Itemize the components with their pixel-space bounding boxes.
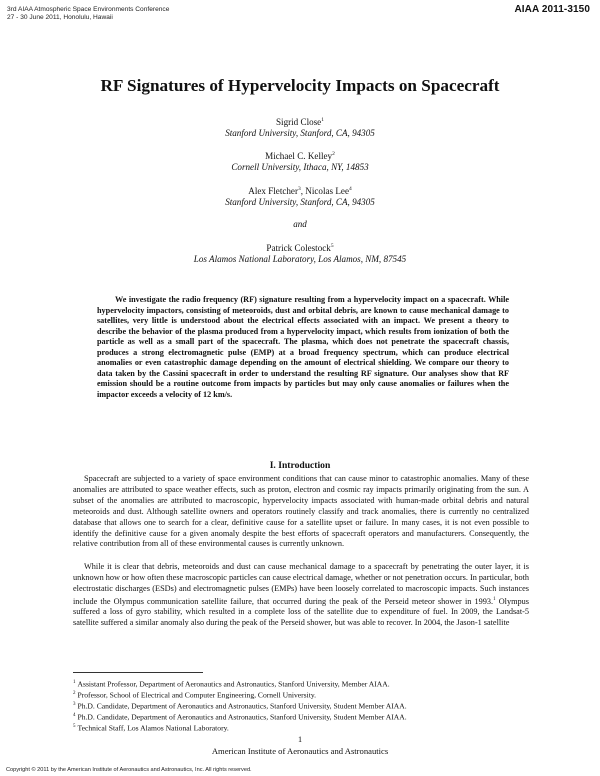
footnote-number: 1 — [73, 680, 76, 685]
author-separator: , — [300, 186, 306, 197]
conference-date-location: 27 - 30 June 2011, Honolulu, Hawaii — [7, 13, 113, 21]
author-block-1 — [0, 115, 600, 139]
author-block-4 — [0, 241, 600, 265]
footnote — [73, 689, 533, 700]
and-separator: and — [293, 219, 307, 229]
author-block-3 — [0, 184, 600, 208]
author-affiliation: Los Alamos National Laboratory, Los Alamos, NM, 87545 — [193, 254, 407, 265]
conference-header — [7, 6, 169, 21]
footnote — [73, 678, 533, 689]
copyright-notice: Copyright © 2011 by the American Institute of Aeronautics and Astronautics, Inc. All rights reserved. — [6, 767, 252, 773]
author-affiliation: Stanford University, Stanford, CA, 94305 — [225, 128, 375, 139]
author-block-2 — [0, 149, 600, 173]
footnote-text: Assistant Professor, Department of Aeronautics and Astronautics, Stanford University, Member AIAA. — [77, 679, 390, 689]
organization-footer: American Institute of Aeronautics and Astronautics — [211, 746, 389, 756]
author-name: Alex Fletcher — [248, 186, 298, 197]
author-footnote-mark: 2 — [332, 151, 335, 157]
footnote-text: Ph.D. Candidate, Department of Aeronautics and Astronautics, Stanford University, Student Member AIAA. — [77, 712, 407, 722]
author-footnote-mark: 5 — [330, 243, 334, 249]
paper-id: AIAA 2011-3150 — [514, 4, 590, 15]
author-footnote-mark: 4 — [348, 186, 352, 192]
footnote — [73, 711, 533, 722]
page-number: 1 — [297, 735, 303, 744]
citation-mark: 1 — [493, 596, 496, 602]
paragraph-text: Olympus suffered a loss of gyro stability, which resulted in a complete loss of the satellite due to expenditure of fuel. In 2009, the Landsat-5 satellite suffered a similar anomaly also during the peak of the Perseid shower, but was able to recover. In 2004, the Jason-1 satellite — [73, 596, 529, 628]
intro-paragraph-1: Spacecraft are subjected to a variety of space environment conditions that can cause minor to catastrophic anomalies. Many of these anomalies are attributed to space weather effects, such as proton, electron and cosmic ray impacts primarily originating from the sun. A subset of the anomalies are attributed to macroscopic, hypervelocity impacts associated with human-made orbital debris and natural meteoroids and dust. Although satellite owners and operators routinely classify and track anomalies, there is currently no centralized database that allows one to search for a clear, definitive cause for a satellite upset or failure. In many cases, it is not even possible to identify the definitive cause for a given anomaly despite the best efforts of spacecraft operators and manufacturers. Consequently, the relative contribution from all of these environmental causes is currently unknown. — [73, 474, 529, 549]
intro-paragraph-2 — [73, 562, 529, 629]
author-affiliation: Stanford University, Stanford, CA, 94305 — [225, 197, 375, 208]
footnote-text: Professor, School of Electrical and Computer Engineering, Cornell University. — [77, 690, 317, 700]
footnote-number: 4 — [73, 712, 76, 718]
footnote-rule — [73, 672, 203, 673]
footnote-number: 3 — [73, 701, 76, 707]
footnote-number: 5 — [73, 723, 76, 729]
author-name: Patrick Colestock — [266, 243, 331, 254]
footnote — [73, 700, 533, 711]
author-affiliation: Cornell University, Ithaca, NY, 14853 — [231, 162, 369, 173]
paragraph-text: While it is clear that debris, meteoroids and dust can cause mechanical damage to a spacecraft by penetrating the outer layer, it is unknown how or how often these macroscopic particles can cause electrical damage, whether or not penetration occurs. In particular, both electrostatic discharges (ESDs) and electromagnetic pulses (EMPs) have been loosely correlated to macroscopic impacts. Such instances include the Olympus communication satellite failure, that occurred during the peak of the Perseid meteor shower in 1993. — [73, 562, 529, 606]
footnotes — [73, 678, 533, 733]
author-footnote-mark: 3 — [298, 186, 301, 192]
abstract: We investigate the radio frequency (RF) signature resulting from a hypervelocity impact on a spacecraft. While hypervelocity impactors, consisting of meteoroids, dust and orbital debris, are known to cause mechanical damage to satellites, very little is understood about the electrical effects associated with an impact. We present a theory to describe the behavior of the plasma produced from a hypervelocity impact, which results from ionization of both the particle as well as a small part of the spacecraft. The plasma, which does not penetrate the spacecraft chassis, produces a strong electromagnetic pulse (EMP) at a broad frequency spectrum, which can produce electrical anomalies or even catastrophic damage depending on the amount of electrical shielding. We compare our theory to data taken by the Cassini spacecraft in order to understand the resulting RF signature. Our analyses show that RF emission should be a routine outcome from impacts by particles but may only cause anomalies or failures when the impactor exceeds a velocity of 12 km/s. — [97, 295, 509, 399]
section-heading-introduction: I. Introduction — [269, 460, 331, 471]
conference-name: 3rd AIAA Atmospheric Space Environments Conference — [7, 6, 170, 13]
author-footnote-mark: 1 — [321, 117, 324, 123]
author-name: Nicolas Lee — [305, 186, 349, 197]
footnote — [73, 722, 533, 733]
author-name: Sigrid Close — [276, 117, 322, 128]
paper-title: RF Signatures of Hypervelocity Impacts on Spacecraft — [100, 76, 500, 95]
footnote-text: Ph.D. Candidate, Department of Aeronautics and Astronautics, Stanford University, Student Member AIAA. — [77, 701, 407, 711]
footnote-text: Technical Staff, Los Alamos National Laboratory. — [77, 723, 229, 733]
footnote-number: 2 — [73, 690, 76, 696]
author-name: Michael C. Kelley — [265, 151, 333, 162]
